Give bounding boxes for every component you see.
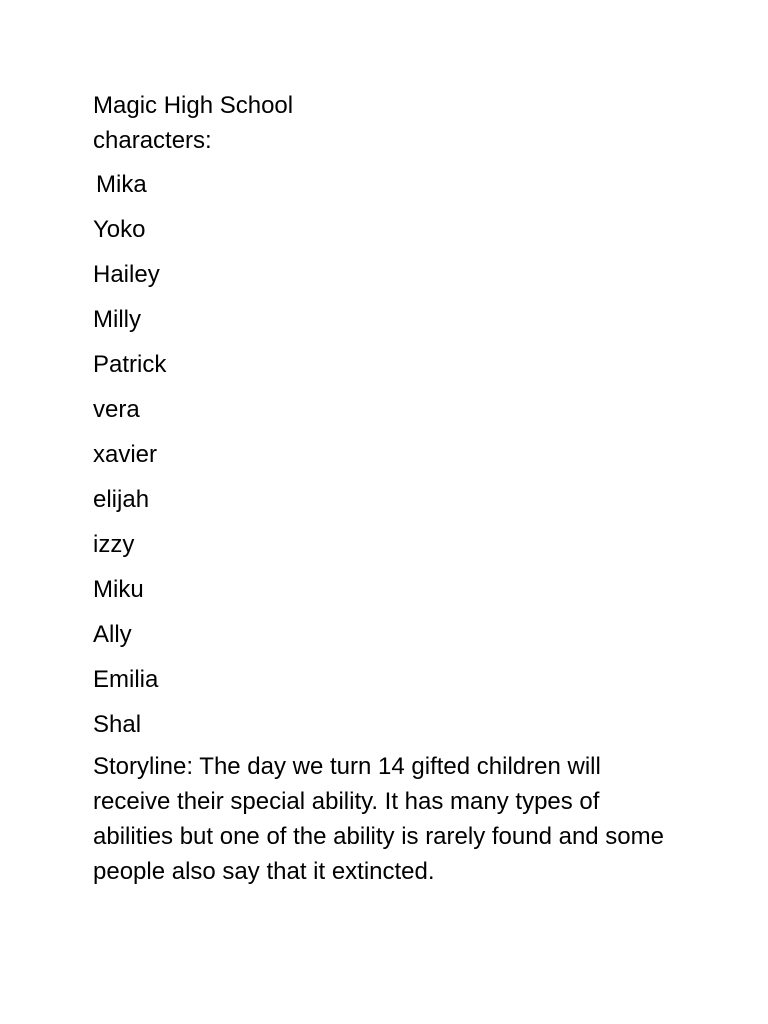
character-item: elijah [93,486,150,513]
characters-heading: characters: [93,127,212,154]
document-title: Magic High School [93,92,294,119]
character-item: Mika [96,171,147,198]
character-item: xavier [93,441,158,468]
character-item: Yoko [93,216,146,243]
character-item: Ally [93,621,132,648]
storyline-paragraph: Storyline: The day we turn 14 gifted children will receive their special ability. It has many types of abilities but one of the ability is rarely found and some people also say that it extincted. [93,753,664,885]
character-item: vera [93,396,140,423]
character-list [93,162,673,747]
document-body [93,88,673,889]
character-item: Emilia [93,666,159,693]
character-item: izzy [93,531,135,558]
character-item: Milly [93,306,141,333]
character-item: Shal [93,711,142,738]
character-item: Hailey [93,261,160,288]
character-item: Miku [93,576,144,603]
character-item: Patrick [93,351,167,378]
